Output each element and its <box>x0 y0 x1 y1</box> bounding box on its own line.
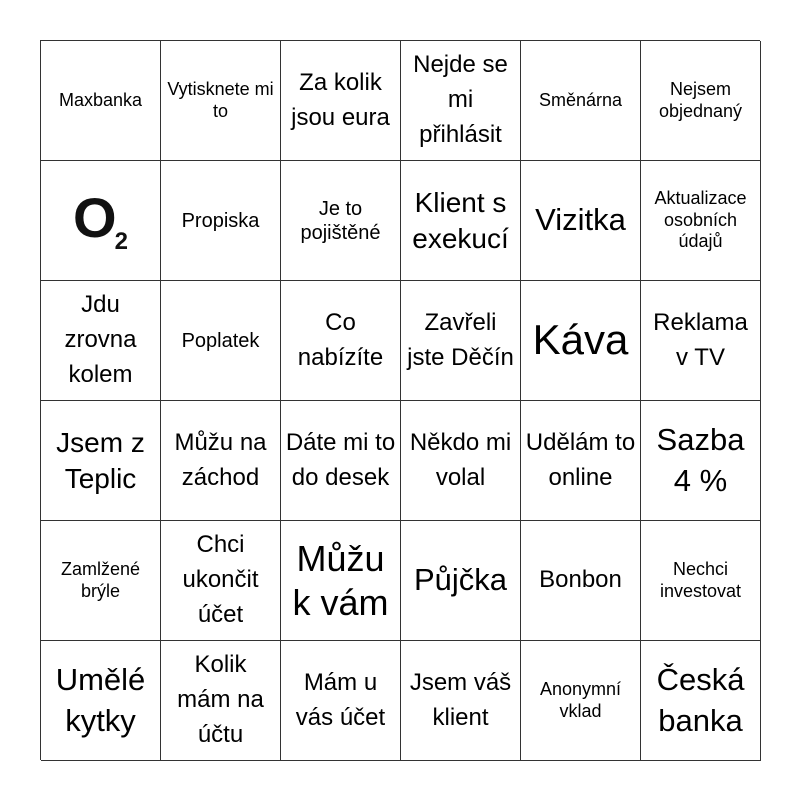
bingo-cell[interactable] <box>641 161 761 281</box>
bingo-cell-label: Jdu zrovna kolem <box>64 291 137 388</box>
bingo-cell[interactable] <box>41 521 161 641</box>
bingo-cell-label: Maxbanka <box>58 89 143 110</box>
o2-logo-icon: O2 <box>73 186 128 256</box>
bingo-cell[interactable] <box>641 521 761 641</box>
bingo-cell[interactable] <box>641 401 761 521</box>
bingo-cell[interactable] <box>161 281 281 401</box>
bingo-cell-label: Vytisknete mi to <box>167 78 274 121</box>
bingo-cell[interactable] <box>281 161 401 281</box>
bingo-cell[interactable] <box>401 641 521 761</box>
bingo-cell[interactable] <box>641 41 761 161</box>
bingo-cell-label: Půjčka <box>413 562 508 598</box>
bingo-cell-label: Anonymní vklad <box>539 678 622 721</box>
bingo-cell[interactable] <box>281 641 401 761</box>
bingo-cell[interactable] <box>521 401 641 521</box>
bingo-cell-label: Za kolik jsou eura <box>291 68 390 131</box>
bingo-cell-label: Reklama v TV <box>653 308 748 371</box>
bingo-cell[interactable] <box>41 401 161 521</box>
bingo-cell[interactable] <box>401 521 521 641</box>
bingo-cell-label: Sazba 4 % <box>656 422 745 498</box>
bingo-cell-label: Můžu k vám <box>292 538 389 623</box>
bingo-cell[interactable] <box>521 521 641 641</box>
bingo-cell[interactable] <box>521 641 641 761</box>
bingo-cell-label: Propiska <box>181 209 260 232</box>
bingo-cell-label: Můžu na záchod <box>174 428 267 491</box>
bingo-cell-label: Bonbon <box>539 566 622 594</box>
bingo-cell[interactable] <box>401 161 521 281</box>
bingo-cell-label: Směnárna <box>538 89 623 110</box>
bingo-cell[interactable] <box>521 41 641 161</box>
bingo-cell[interactable] <box>401 41 521 161</box>
bingo-cell-label: Káva <box>532 316 629 364</box>
bingo-cell[interactable] <box>641 641 761 761</box>
bingo-cell-label: Umělé kytky <box>55 662 146 738</box>
bingo-cell-label: Udělám to online <box>525 428 636 491</box>
bingo-cell-label: Vizitka <box>535 202 626 238</box>
bingo-cell[interactable] <box>401 281 521 401</box>
bingo-cell-label: Někdo mi volal <box>409 428 512 491</box>
bingo-cell[interactable] <box>161 521 281 641</box>
bingo-cell[interactable] <box>281 41 401 161</box>
bingo-cell-label: Nejsem objednaný <box>658 78 743 121</box>
bingo-cell[interactable] <box>161 161 281 281</box>
bingo-cell-label: Dáte mi to do desek <box>285 428 396 491</box>
bingo-cell[interactable] <box>401 401 521 521</box>
bingo-cell[interactable] <box>41 161 161 281</box>
bingo-cell-label: Aktualizace osobních údajů <box>654 188 747 252</box>
bingo-cell[interactable] <box>161 641 281 761</box>
bingo-cell-label: Jsem z Teplic <box>56 426 145 494</box>
bingo-cell-label: Poplatek <box>181 329 260 352</box>
bingo-cell-label: Zavřeli jste Děčín <box>407 308 514 371</box>
bingo-cell-label: Chci ukončit účet <box>182 531 259 628</box>
bingo-cell-label: Mám u vás účet <box>295 668 386 731</box>
bingo-cell-label: Co nabízíte <box>297 308 384 371</box>
bingo-cell-label: Je to pojištěné <box>300 197 381 244</box>
bingo-cell[interactable] <box>641 281 761 401</box>
bingo-cell[interactable] <box>41 281 161 401</box>
bingo-cell-label: Klient s exekucí <box>412 186 509 254</box>
bingo-cell-label: Nechci investovat <box>659 558 742 601</box>
bingo-cell-label: Česká banka <box>656 662 745 738</box>
bingo-cell[interactable] <box>521 161 641 281</box>
bingo-cell[interactable] <box>41 641 161 761</box>
bingo-cell[interactable] <box>281 281 401 401</box>
bingo-board <box>40 40 760 760</box>
bingo-cell[interactable] <box>41 41 161 161</box>
bingo-cell[interactable] <box>161 401 281 521</box>
bingo-cell[interactable] <box>521 281 641 401</box>
bingo-cell-label: Nejde se mi přihlásit <box>413 51 508 148</box>
bingo-cell[interactable] <box>161 41 281 161</box>
bingo-cell-label: Jsem váš klient <box>409 668 512 731</box>
bingo-cell-label: Kolik mám na účtu <box>177 651 264 748</box>
bingo-cell-label: Zamlžené brýle <box>60 558 141 601</box>
bingo-cell[interactable] <box>281 401 401 521</box>
bingo-cell[interactable] <box>281 521 401 641</box>
